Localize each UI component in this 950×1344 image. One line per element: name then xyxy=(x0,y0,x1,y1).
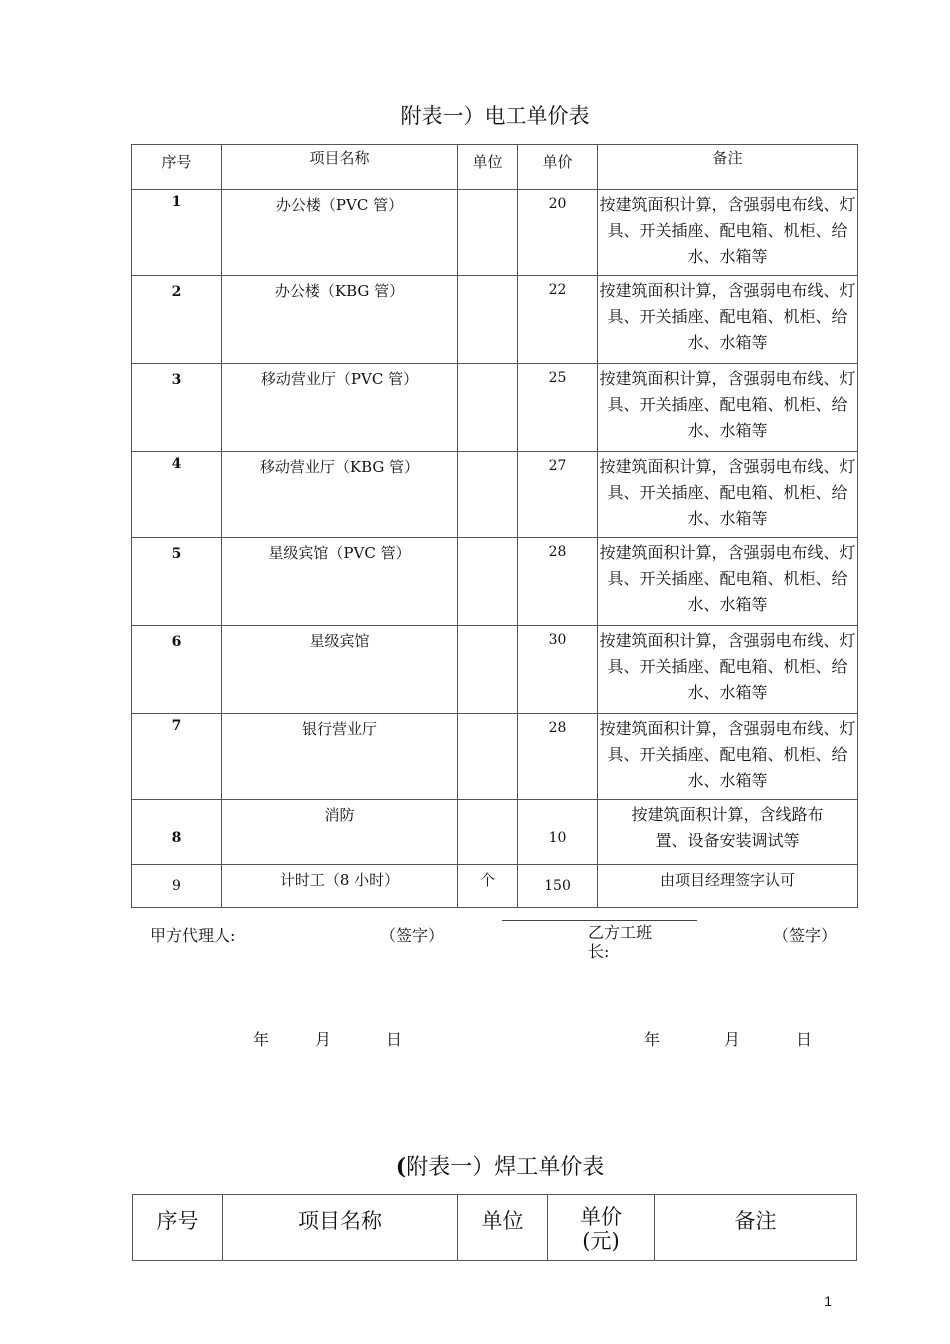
party-a-year: 年 xyxy=(253,1030,270,1049)
row-price: 20 xyxy=(518,190,598,276)
header-price: 单价 xyxy=(518,145,598,190)
header-no: 序号 xyxy=(132,145,222,190)
header-price xyxy=(548,1195,655,1261)
row-price: 28 xyxy=(518,714,598,800)
row-no: 4 xyxy=(132,452,222,538)
row-remark: 由项目经理签字认可 xyxy=(598,865,858,908)
row-no: 1 xyxy=(132,190,222,276)
row-no: 7 xyxy=(132,714,222,800)
row-remark: 按建筑面积计算，含强弱电布线、灯具、开关插座、配电箱、机柜、给水、水箱等 xyxy=(598,190,858,276)
header-no: 序号 xyxy=(133,1195,223,1261)
row-unit xyxy=(458,714,518,800)
table-row xyxy=(132,276,858,364)
row-name: 银行营业厅 xyxy=(222,714,458,800)
party-b-sign: （签字） xyxy=(773,926,838,945)
row-no: 9 xyxy=(132,865,222,908)
party-b-month: 月 xyxy=(724,1030,741,1049)
row-remark: 按建筑面积计算，含强弱电布线、灯具、开关插座、配电箱、机柜、给水、水箱等 xyxy=(598,538,858,626)
row-unit xyxy=(458,276,518,364)
header-remark: 备注 xyxy=(655,1195,857,1261)
row-no: 5 xyxy=(132,538,222,626)
header-unit: 单位 xyxy=(458,1195,548,1261)
row-remark: 按建筑面积计算，含强弱电布线、灯具、开关插座、配电箱、机柜、给水、水箱等 xyxy=(598,364,858,452)
table-header-row xyxy=(133,1195,857,1261)
table-row xyxy=(132,714,858,800)
row-name: 消防 xyxy=(222,800,458,865)
row-no: 6 xyxy=(132,626,222,714)
header-unit: 单位 xyxy=(458,145,518,190)
header-name: 项目名称 xyxy=(223,1195,458,1261)
party-a-sign: （签字） xyxy=(380,926,445,945)
table2-title xyxy=(0,1150,950,1181)
row-name: 办公楼（PVC 管） xyxy=(222,190,458,276)
row-unit xyxy=(458,626,518,714)
row-no: 3 xyxy=(132,364,222,452)
row-remark: 按建筑面积计算，含强弱电布线、灯具、开关插座、配电箱、机柜、给水、水箱等 xyxy=(598,626,858,714)
table-header-row xyxy=(132,145,858,190)
party-b-label-line1: 乙方工班 xyxy=(588,923,653,942)
welder-price-table xyxy=(132,1194,857,1261)
row-unit xyxy=(458,800,518,865)
table-row xyxy=(132,538,858,626)
row-name: 办公楼（KBG 管） xyxy=(222,276,458,364)
row-no: 2 xyxy=(132,276,222,364)
signature-line xyxy=(502,920,697,921)
row-name: 计时工（8 小时） xyxy=(222,865,458,908)
party-b-label xyxy=(588,923,652,961)
row-remark: 按建筑面积计算，含强弱电布线、灯具、开关插座、配电箱、机柜、给水、水箱等 xyxy=(598,276,858,364)
table-row xyxy=(132,452,858,538)
row-unit xyxy=(458,538,518,626)
row-remark: 按建筑面积计算，含强弱电布线、灯具、开关插座、配电箱、机柜、给水、水箱等 xyxy=(598,452,858,538)
table-row xyxy=(132,865,858,908)
table-row xyxy=(132,190,858,276)
party-a-label: 甲方代理人: xyxy=(150,926,236,945)
party-b-label-line2: 长: xyxy=(588,942,610,961)
table-row xyxy=(132,364,858,452)
row-price: 25 xyxy=(518,364,598,452)
row-unit xyxy=(458,364,518,452)
row-price: 27 xyxy=(518,452,598,538)
table1-title: 附表一）电工单价表 xyxy=(400,104,590,128)
page-number: 1 xyxy=(824,1293,832,1309)
party-b-year: 年 xyxy=(644,1030,661,1049)
party-b-day: 日 xyxy=(796,1030,813,1049)
table2-title-text: 附表一）焊工单价表 xyxy=(406,1155,605,1180)
row-price: 28 xyxy=(518,538,598,626)
party-a-day: 日 xyxy=(386,1030,403,1049)
row-unit: 个 xyxy=(458,865,518,908)
row-price: 150 xyxy=(518,865,598,908)
row-name: 星级宾馆 xyxy=(222,626,458,714)
row-remark: 按建筑面积计算，含强弱电布线、灯具、开关插座、配电箱、机柜、给水、水箱等 xyxy=(598,714,858,800)
header-name: 项目名称 xyxy=(222,145,458,190)
row-price: 30 xyxy=(518,626,598,714)
header-remark: 备注 xyxy=(598,145,858,190)
header-price-line2: (元) xyxy=(582,1229,620,1253)
table-row xyxy=(132,626,858,714)
table2-title-paren: ( xyxy=(395,1154,407,1180)
row-no: 8 xyxy=(132,800,222,865)
row-remark: 按建筑面积计算，含线路布置、设备安装调试等 xyxy=(598,800,858,865)
row-unit xyxy=(458,452,518,538)
header-price-line1: 单价 xyxy=(580,1205,622,1229)
table-row xyxy=(132,800,858,865)
row-unit xyxy=(458,190,518,276)
row-name: 移动营业厅（PVC 管） xyxy=(222,364,458,452)
party-a-month: 月 xyxy=(315,1030,332,1049)
row-price: 22 xyxy=(518,276,598,364)
row-name: 移动营业厅（KBG 管） xyxy=(222,452,458,538)
row-name: 星级宾馆（PVC 管） xyxy=(222,538,458,626)
row-price: 10 xyxy=(518,800,598,865)
electrician-price-table xyxy=(131,144,858,908)
